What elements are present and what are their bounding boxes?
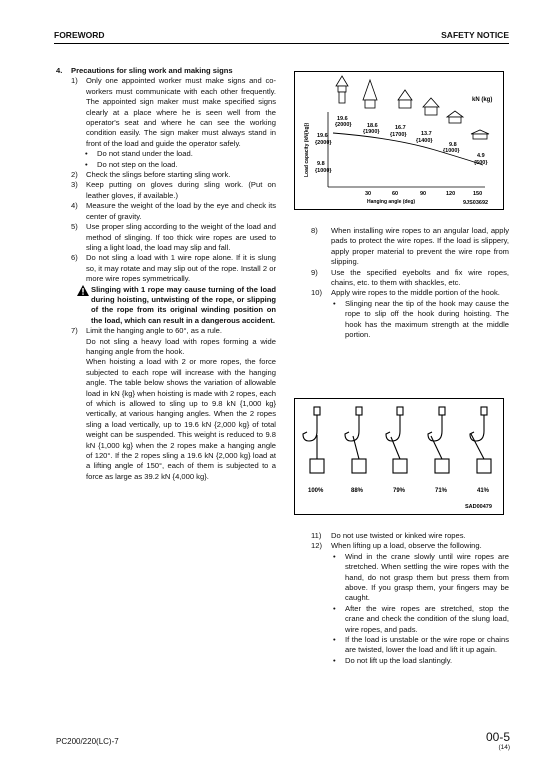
bullet-item: • Wind in the crane slowly until wire ropes are stretched. When settling the wire ropes with the hand, do not grasp them but press them from above. If you grasp them, your fingers may be caught. [333, 551, 509, 603]
list-item: 11) Do not use twisted or kinked wire ropes. [311, 531, 466, 540]
hook-strength-figure [294, 398, 504, 515]
header-section: FOREWORD [54, 30, 105, 40]
point-label: {1900} [363, 129, 380, 135]
x-tick-labels [365, 191, 482, 197]
left-list [71, 76, 276, 482]
hook-icon [470, 407, 491, 473]
point-label: 19.6 [317, 133, 328, 139]
bullet-item: • After the wire ropes are stretched, stop the crane and check the condition of the slung load, wire ropes, and pads. [333, 603, 509, 634]
hook-illustrations [295, 399, 503, 514]
point-label: 18.6 [367, 123, 378, 129]
bullet-item: • Do not lift up the load slantingly. [333, 655, 453, 665]
x-tick: 150 [473, 191, 483, 197]
point-label: {2000} [335, 122, 352, 128]
section-heading [56, 66, 276, 76]
point-label: 19.6 [337, 116, 348, 122]
point-label: {1000} [315, 168, 332, 174]
bullet-item: • Slinging near the tip of the hook may cause the rope to slip off the hook during hoisting. The hook has the maximum strength at the middle portion. [333, 298, 509, 340]
percentage-labels [308, 488, 490, 494]
footer-model: PC200/220(LC)-7 [56, 737, 119, 746]
load-capacity-figure [294, 71, 504, 210]
x-tick: 30 [365, 191, 372, 197]
percentage-label: 100% [308, 488, 324, 494]
bullet-item: • Do not step on the load. [85, 159, 178, 169]
load-capacity-chart [295, 72, 503, 209]
list-item: 12) When lifting up a load, observe the following. [311, 541, 482, 551]
x-tick: 120 [446, 191, 456, 197]
hook-icon [345, 407, 366, 473]
point-label: {1400} [416, 138, 433, 144]
list-item: 5) Use proper sling according to the weight of the load and method of slinging. If too thick wire ropes are used to sling a light load, the load may slip and fall. [71, 222, 276, 252]
page-number: 00-5 [485, 730, 510, 744]
section-number: 4. [56, 66, 63, 75]
warning-text: Slinging with 1 rope may cause turning of the load during hoisting, untwisting of the rope, or slipping of the rope from its original winding position on the load, which can result in a dangerous accident. [91, 284, 276, 325]
header-rule [54, 43, 509, 44]
page-sub: (14) [498, 744, 510, 751]
point-label: {1700} [390, 132, 407, 138]
y-axis-label: Load capacity (kN{kg}) [304, 122, 310, 177]
point-label: 9.8 [449, 142, 457, 148]
list-item: 6) Do not sling a load with 1 wire rope alone. If it is slung so, it may rotate and may slip out of the rope. Install 2 or more wire ropes symmetrically. [71, 253, 276, 284]
left-column [56, 66, 276, 482]
point-label: 13.7 [421, 131, 432, 137]
header-topic: SAFETY NOTICE [441, 30, 509, 40]
page-header [54, 30, 509, 42]
list-item: 7) Limit the hanging angle to 60°, as a rule. [71, 326, 223, 336]
point-label: {500} [474, 160, 488, 166]
list-item: 10) Apply wire ropes to the middle portion of the hook. [311, 288, 500, 298]
list-item: 9) Use the specified eyebolts and fix wire ropes, chains, etc. to them with shackles, etc. [311, 267, 509, 288]
point-label: {2000} [315, 140, 332, 146]
right-column [311, 226, 509, 340]
section-title: Precautions for sling work and making signs [71, 66, 233, 75]
bullet-item: • If the load is unstable or the wire rope or chains are twisted, lower the load and lift it up again. [333, 635, 509, 655]
hook-icon [428, 407, 449, 473]
capacity-curve [333, 133, 483, 165]
paragraph: When hoisting a load with 2 or more ropes, the force subjected to each rope will increase with the hanging angle. The table below shows the variation of allowable load in kN {kg} when hoisting is made with 2 ropes, each of which is allowed to sling up to 9.8 kN {1,000 kg} vertically, at various hanging angles. When the 2 ropes sling a load vertically, up to 19.6 kN {2,000 kg} of total weight can be suspended. This weight is reduced to 9.8 kN {1,000 kg} when the 2 ropes make a hanging angle of 120°. If the 2 ropes sling a 19.6 kN {2,000 kg} load at a lifting angle of 150°, each of them is subjected to a force as large as 39.2 kN {4,000 kg}. [86, 357, 276, 481]
list-item: 8) When installing wire ropes to an angular load, apply pads to protect the wire ropes. If the load is slippery, apply proper material to prevent the wire rope from slipping. [311, 226, 509, 267]
hook-icon [303, 407, 324, 473]
point-labels [315, 116, 488, 174]
point-label: {1000} [443, 148, 460, 154]
sling-illustrations [336, 76, 489, 139]
list-item: 3) Keep putting on gloves during sling work. (Put on leather gloves, if available.) [71, 180, 276, 200]
paragraph: Do not sling a heavy load with ropes forming a wide hanging angle from the hook. [86, 336, 276, 356]
percentage-label: 41% [477, 488, 490, 494]
x-tick: 60 [392, 191, 399, 197]
bullet-item: • Do not stand under the load. [85, 149, 193, 159]
hook-icon [386, 407, 407, 473]
percentage-label: 88% [351, 488, 364, 494]
warning-block [77, 285, 276, 327]
unit-label: kN (kg) [472, 97, 493, 103]
point-label: 16.7 [395, 125, 406, 131]
list-item: 1) Only one appointed worker must make signs and co-workers must communicate with each other frequently. The appointed sign maker must make specified signs clearly at a place where he is seen well from the operator's seat and where he can see the working condition easily. The sign maker must always stand in front of the load and guide the operator safely. [71, 76, 276, 148]
warning-triangle-icon [77, 285, 91, 327]
x-tick: 90 [420, 191, 427, 197]
figure-code: 9JS03692 [463, 200, 489, 206]
percentage-label: 71% [435, 488, 448, 494]
x-axis-label: Hanging angle (deg) [367, 199, 416, 205]
list-item: 2) Check the slings before starting sling work. [71, 170, 231, 180]
right-column-lower [311, 531, 509, 666]
footer-page [478, 730, 510, 751]
point-label: 9.8 [317, 161, 325, 167]
figure-code: SAD00479 [465, 504, 492, 510]
percentage-label: 79% [393, 488, 406, 494]
point-label: 4.9 [477, 153, 485, 159]
list-item: 4) Measure the weight of the load by the eye and check its center of gravity. [71, 201, 276, 221]
